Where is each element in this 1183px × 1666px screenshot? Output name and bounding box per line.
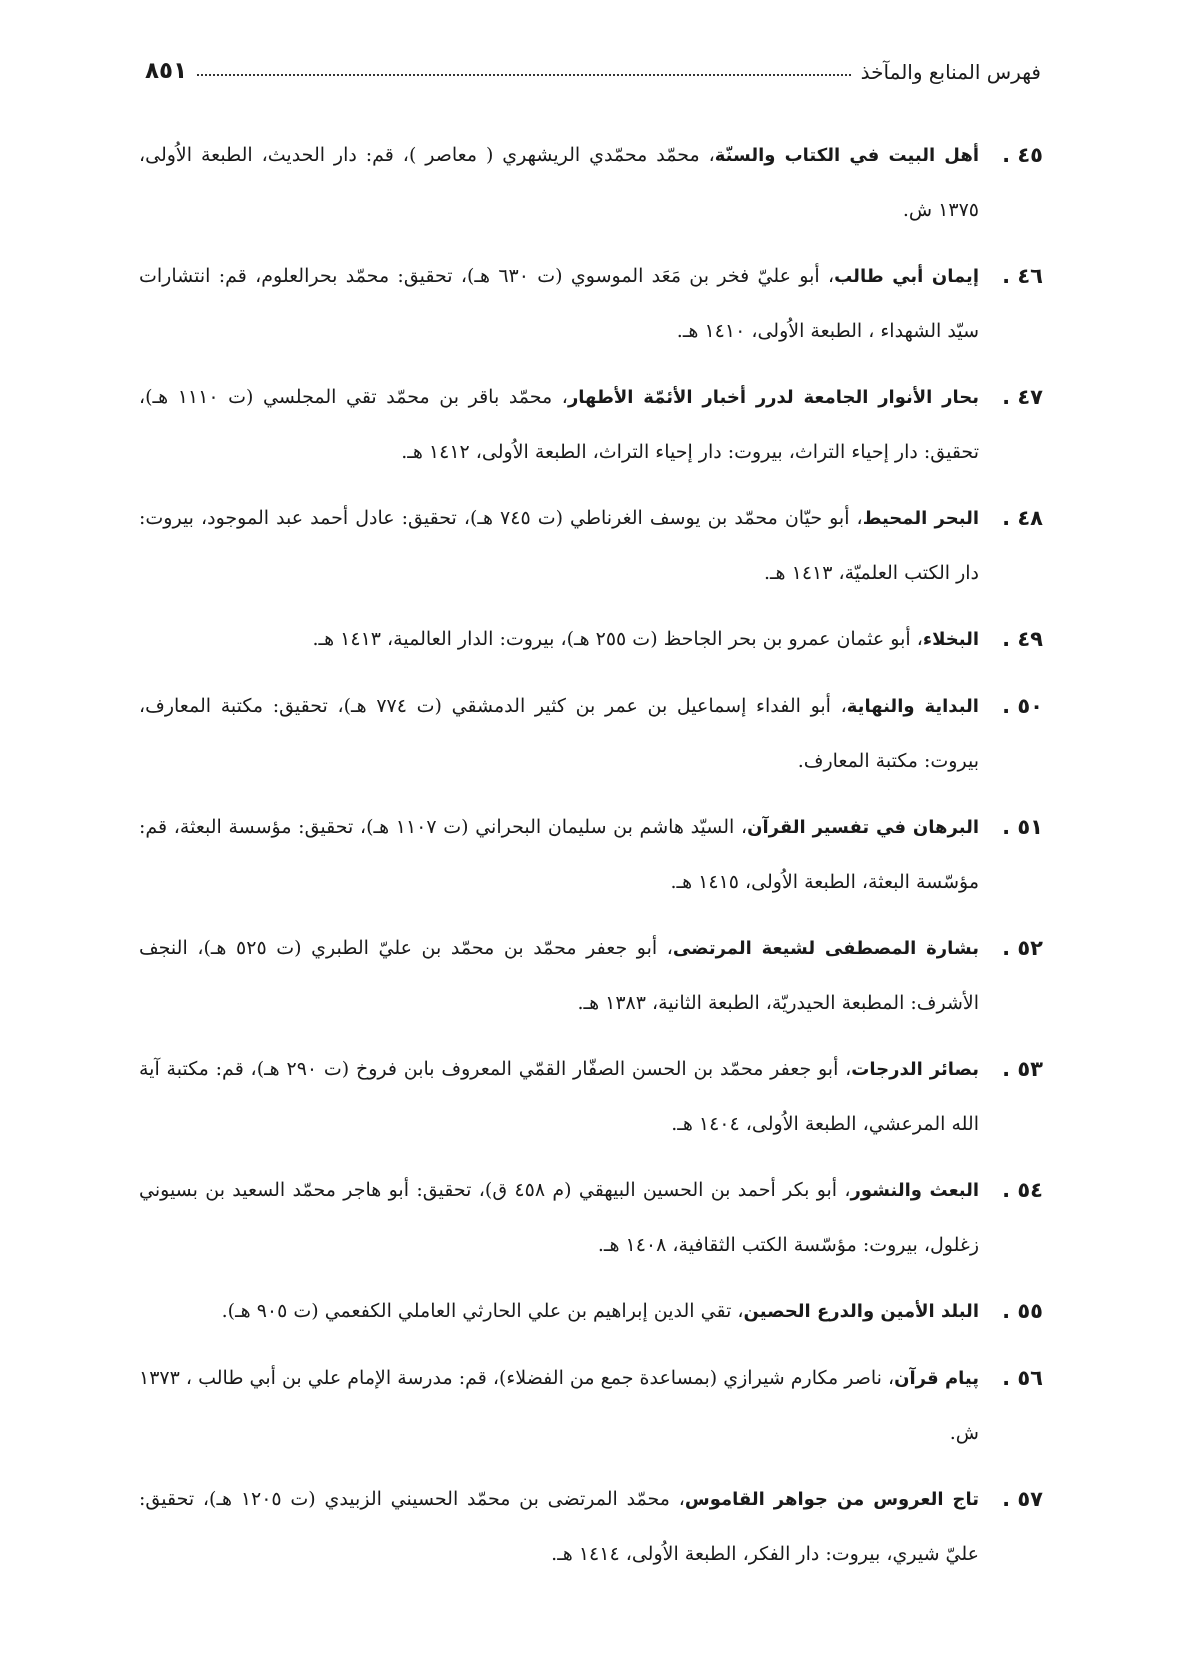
section-title: فهرس المنابع والمآخذ	[860, 60, 1041, 84]
page-number: ٨٥١	[145, 58, 188, 84]
entry-details: ، السيّد هاشم بن سليمان البحراني (ت ١١٠٧ هـ)، تحقيق: مؤسسة البعثة، قم: مؤسّسة البعثة، الطبعة الاُولى، ١٤١٥ هـ.	[139, 816, 979, 893]
entry-details: ، تقي الدين إبراهيم بن علي الحارثي العاملي الكفعمي (ت ٩٠٥ هـ).	[221, 1300, 744, 1322]
bibliography-entry	[139, 128, 1043, 237]
entry-details: ، أبو عثمان عمرو بن بحر الجاحظ (ت ٢٥٥ هـ)، بيروت: الدار العالمية، ١٤١٣ هـ.	[312, 628, 923, 650]
entry-title: البخلاء	[922, 629, 979, 650]
entry-number: ٤٥ .	[1002, 143, 1043, 167]
entry-title: بشارة المصطفى لشيعة المرتضى	[672, 938, 979, 959]
entry-number: ٥٠ .	[1002, 694, 1043, 718]
entry-details: ، أبو بكر أحمد بن الحسين البيهقي (م ٤٥٨ ق)، تحقيق: أبو هاجر محمّد السعيد بن بسيوني زغلول، بيروت: مؤسّسة الكتب الثقافية، ١٤٠٨ هـ.	[139, 1179, 979, 1256]
bibliography-entry	[139, 1284, 1043, 1339]
bibliography-entry	[139, 1472, 1043, 1581]
entry-number: ٤٦ .	[1002, 264, 1043, 288]
entry-title: تاج العروس من جواهر القاموس	[684, 1489, 979, 1510]
bibliography-entry	[139, 1042, 1043, 1151]
entry-title: بحار الأنوار الجامعة لدرر أخبار الأئمّة الأطهار	[567, 387, 979, 408]
running-header	[145, 48, 1041, 84]
entry-title: البرهان في تفسير القرآن	[747, 817, 980, 838]
entry-number: ٥٦ .	[1002, 1366, 1043, 1390]
bibliography-entry	[139, 1163, 1043, 1272]
entry-title: البداية والنهاية	[846, 696, 979, 717]
entry-details: ، أبو الفداء إسماعيل بن عمر بن كثير الدمشقي (ت ٧٧٤ هـ)، تحقيق: مكتبة المعارف، بيروت: مكتبة المعارف.	[139, 695, 979, 772]
bibliography-entry	[139, 1351, 1043, 1460]
dot-leader	[197, 74, 851, 76]
entry-title: إيمان أبي طالب	[834, 266, 979, 287]
entry-number: ٥٢ .	[1002, 936, 1043, 960]
bibliography-entry	[139, 249, 1043, 358]
entry-details: ، محمّد باقر بن محمّد تقي المجلسي (ت ١١١٠ هـ)، تحقيق: دار إحياء التراث، بيروت: دار إحياء التراث، الطبعة الاُولى، ١٤١٢ هـ.	[139, 386, 979, 463]
bibliography-list	[139, 128, 1043, 1593]
entry-details: ، محمّد محمّدي الريشهري ( معاصر )، قم: دار الحديث، الطبعة الاُولى، ١٣٧٥ ش.	[139, 144, 979, 221]
entry-number: ٤٧ .	[1002, 385, 1043, 409]
entry-details: ، أبو عليّ فخر بن مَعَد الموسوي (ت ٦٣٠ هـ)، تحقيق: محمّد بحرالعلوم، قم: انتشارات سيّد الشهداء ، الطبعة الاُولى، ١٤١٠ هـ.	[139, 265, 979, 342]
entry-title: البلد الأمين والدرع الحصين	[743, 1301, 979, 1322]
entry-number: ٤٨ .	[1002, 506, 1043, 530]
entry-number: ٥٤ .	[1002, 1178, 1043, 1202]
entry-details: ، أبو جعفر محمّد بن محمّد بن عليّ الطبري (ت ٥٢٥ هـ)، النجف الأشرف: المطبعة الحيدريّة، الطبعة الثانية، ١٣٨٣ هـ.	[139, 937, 979, 1014]
entry-number: ٤٩ .	[1002, 627, 1043, 651]
entry-number: ٥٣ .	[1002, 1057, 1043, 1081]
entry-number: ٥١ .	[1002, 815, 1043, 839]
entry-details: ، أبو حيّان محمّد بن يوسف الغرناطي (ت ٧٤٥ هـ)، تحقيق: عادل أحمد عبد الموجود، بيروت: دار الكتب العلميّة، ١٤١٣ هـ.	[139, 507, 979, 584]
entry-number: ٥٥ .	[1002, 1299, 1043, 1323]
bibliography-entry	[139, 679, 1043, 788]
entry-title: بصائر الدرجات	[851, 1059, 980, 1080]
bibliography-entry	[139, 370, 1043, 479]
bibliography-entry	[139, 921, 1043, 1030]
entry-number: ٥٧ .	[1002, 1487, 1043, 1511]
bibliography-entry	[139, 491, 1043, 600]
entry-title: البحر المحيط	[862, 508, 979, 529]
entry-details: ، ناصر مكارم شيرازي (بمساعدة جمع من الفضلاء)، قم: مدرسة الإمام علي بن أبي طالب ، ١٣٧٣ ش.	[139, 1367, 979, 1444]
entry-title: پيام قرآن	[894, 1368, 980, 1389]
entry-title: البعث والنشور	[850, 1180, 980, 1201]
entry-details: ، أبو جعفر محمّد بن الحسن الصفّار القمّي المعروف بابن فروخ (ت ٢٩٠ هـ)، قم: مكتبة آية الله المرعشي، الطبعة الاُولى، ١٤٠٤ هـ.	[139, 1058, 979, 1135]
bibliography-entry	[139, 612, 1043, 667]
bibliography-entry	[139, 800, 1043, 909]
entry-title: أهل البيت في الكتاب والسنّة	[714, 145, 979, 166]
entry-details: ، محمّد المرتضى بن محمّد الحسيني الزبيدي (ت ١٢٠٥ هـ)، تحقيق: عليّ شيري، بيروت: دار الفكر، الطبعة الاُولى، ١٤١٤ هـ.	[139, 1488, 979, 1565]
